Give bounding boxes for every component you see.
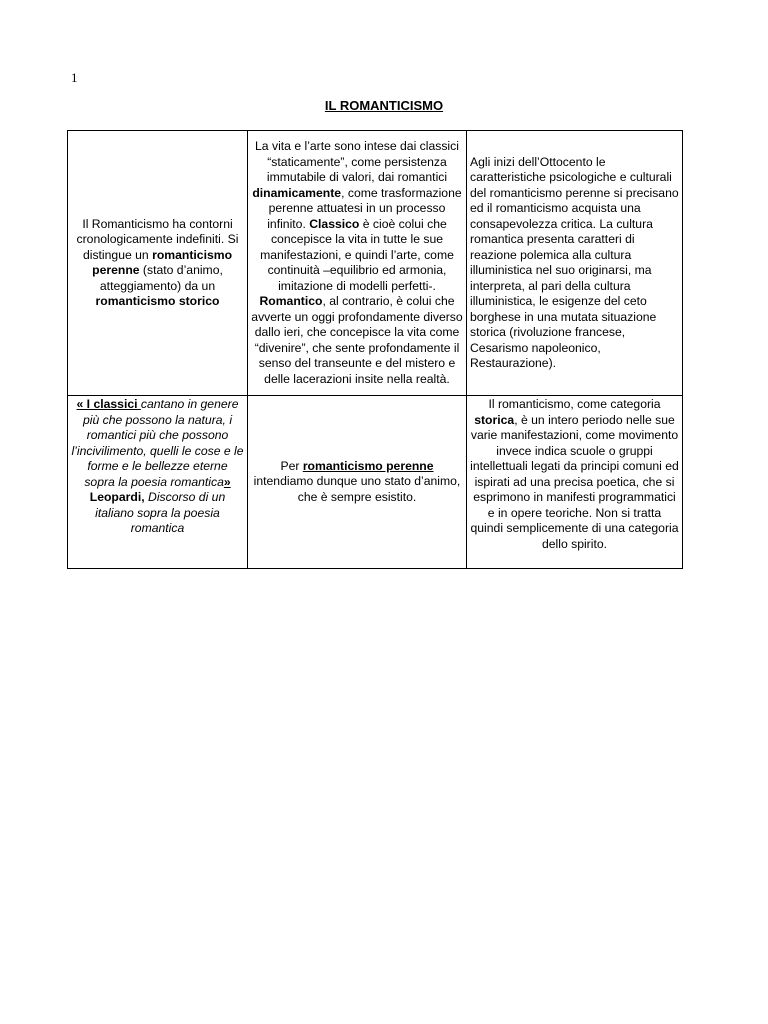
bold-term: storica — [474, 412, 515, 427]
quote-author: Leopardi, — [89, 490, 145, 504]
cell-romanticismo-storico — [467, 396, 683, 569]
cell-text: (stato d’animo, atteggiamento) da un — [99, 263, 223, 293]
quote-work: Discorso di un italiano sopra la poesia romantica — [95, 490, 226, 535]
content-table — [67, 130, 683, 569]
cell-text: Agli inizi dell’Ottocento le caratteristiche psicologiche e culturali del romanticismo perenne si precisano ed il romanticismo acquista una consapevolezza critica. La cultura romantica presenta caratteri di reazione polemica alla cultura illuministica nel suo originarsi, ma interpreta, al pari della cultura illuministica, le esigenze del ceto borghese in una mutata situazione storica (rivoluzione francese, Cesarismo napoleonico, Restaurazione). — [470, 154, 679, 370]
cell-romanticismo-definizione — [68, 131, 248, 396]
bold-term: romanticismo perenne — [302, 458, 434, 473]
cell-classici-romantici — [248, 131, 467, 396]
cell-text: Per — [280, 458, 303, 473]
bold-term: romanticismo storico — [95, 294, 220, 308]
cell-ottocento — [467, 131, 683, 396]
bold-term: romanticismo perenne — [92, 247, 233, 277]
cell-text: , al contrario, è colui che avverte un oggi profondamente diverso dallo ieri, che concepisce la vita come “divenire”, che sente profondamente il senso del transeunte e del mistero e delle lacerazioni insite nella realtà. — [251, 294, 463, 386]
cell-text: è cioè colui che concepisce la vita in tutte le sue manifestazioni, e quindi l’arte, come continuità –equilibrio ed armonia, imitazione di modelli perfetti-. — [260, 216, 454, 293]
cell-text: , è un intero periodo nelle sue varie manifestazioni, come movimento invece indica scuole o gruppi intellettuali legati da principi comuni ed ispirati ad una precisa poetica, che si esprimono in manifesti programmatici e in opere teoriche. Non si tratta quindi semplicemente di una categoria dello spirito. — [470, 412, 679, 551]
bold-term: dinamicamente — [252, 185, 342, 200]
table-row — [68, 131, 683, 396]
quote-text: cantano in genere più che possono la natura, i romantici più che possono l’incivilimento, quelli le cose e le forme e le bellezze eterne sopra la poesia romantica — [71, 397, 244, 489]
cell-text: Il romanticismo, come categoria — [488, 397, 661, 411]
table-row — [68, 396, 683, 569]
bold-term: Romantico — [259, 294, 323, 308]
cell-text: intendiamo dunque uno stato d’animo, che è sempre esistito. — [253, 474, 461, 504]
cell-text: La vita e l’arte sono intese dai classici “staticamente”, come persistenza immutabile di valori, dai romantici — [255, 139, 459, 184]
quote-open: « I classici — [76, 397, 141, 411]
cell-leopardi-quote — [68, 396, 248, 569]
cell-text: Il Romanticismo ha contorni cronologicamente indefiniti. Si distingue un — [76, 216, 239, 262]
bold-term: Classico — [309, 216, 360, 231]
page-number: 1 — [71, 70, 78, 85]
document-title: IL ROMANTICISMO — [324, 98, 444, 113]
cell-text: , come trasformazione perenne attuatesi in un processo infinito. — [267, 185, 462, 231]
quote-close: » — [223, 474, 231, 489]
cell-romanticismo-perenne — [248, 396, 467, 569]
